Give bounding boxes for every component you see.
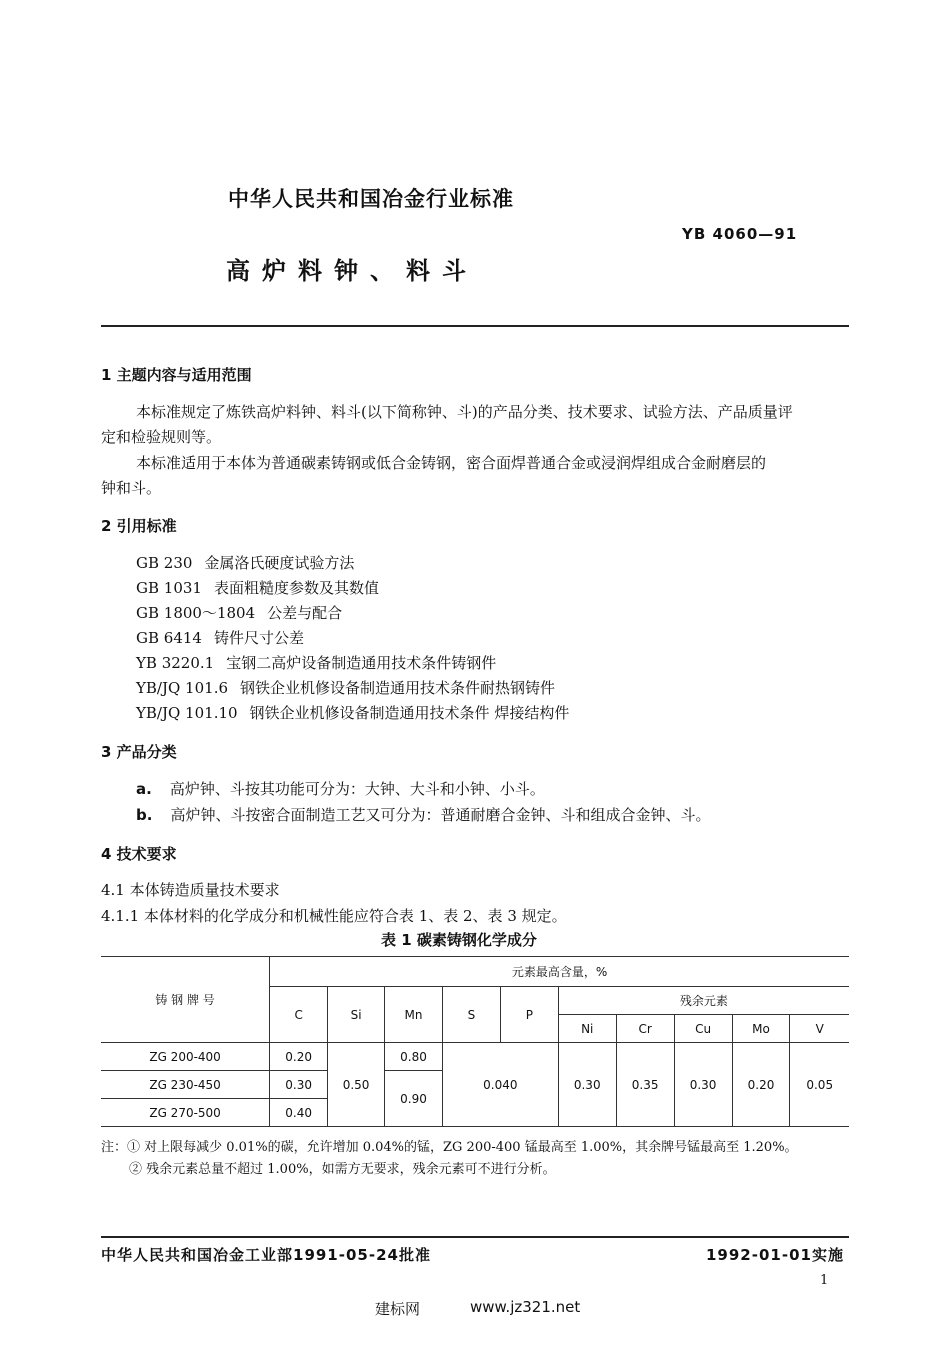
section-3-heading: 3 产品分类 [101, 743, 177, 761]
reference-item [136, 577, 379, 598]
reference-code: GB 230 [136, 554, 193, 572]
carbon-cell: 0.20 [270, 1043, 328, 1071]
table-note-1: 注：① 对上限每减少 0.01%的碳，允许增加 0.04%的锰，ZG 200-400 锰最高至 1.00%，其余牌号锰最高至 1.20%。 [101, 1140, 798, 1155]
residual-value-cell: 0.05 [790, 1043, 849, 1127]
reference-item [136, 602, 342, 623]
residual-element-header-cell: Ni [558, 1015, 616, 1043]
section-2-heading: 2 引用标准 [101, 517, 177, 535]
reference-item [136, 627, 304, 648]
watermark-url[interactable]: www.jz321.net [470, 1298, 581, 1316]
issuing-organization: 中华人民共和国冶金行业标准 [228, 187, 514, 211]
residual-element-header-cell: Cr [616, 1015, 674, 1043]
element-header-cell: P [500, 987, 558, 1043]
effective-date: 1992-01-01实施 [706, 1246, 844, 1264]
max-content-header-cell: 元素最高含量，% [270, 957, 849, 987]
reference-name: 宝钢二高炉设备制造通用技术条件铸钢件 [226, 654, 497, 672]
watermark-site-name: 建标网 [375, 1300, 421, 1318]
item-text: 高炉钟、斗按其功能可分为：大钟、大斗和小钟、小斗。 [169, 780, 545, 798]
reference-code: GB 1031 [136, 579, 202, 597]
silicon-cell: 0.50 [328, 1043, 385, 1127]
table-note-2: ② 残余元素总量不超过 1.00%，如需方无要求，残余元素可不进行分析。 [129, 1162, 556, 1177]
manganese-cell: 0.80 [385, 1043, 443, 1071]
header-divider [101, 325, 849, 327]
residual-element-header-cell: Cu [674, 1015, 732, 1043]
residual-element-header-cell: V [790, 1015, 849, 1043]
section-1-paragraph-1-line-1: 本标准规定了炼铁高炉料钟、料斗(以下简称钟、斗)的产品分类、技术要求、试验方法、产品质量评 [136, 403, 793, 421]
standard-code: YB 4060—91 [682, 225, 798, 243]
carbon-cell: 0.30 [270, 1071, 328, 1099]
reference-code: YB 3220.1 [136, 654, 215, 672]
manganese-cell: 0.90 [385, 1071, 443, 1127]
reference-name: 表面粗糙度参数及其数值 [213, 579, 379, 597]
residual-value-cell: 0.30 [558, 1043, 616, 1127]
reference-code: GB 6414 [136, 629, 202, 647]
residual-header-cell: 残余元素 [558, 987, 849, 1015]
classification-item-a [136, 777, 545, 801]
section-1-paragraph-1-line-2: 定和检验规则等。 [101, 428, 222, 446]
section-1-paragraph-2-line-1: 本标准适用于本体为普通碳素铸钢或低合金铸钢，密合面焊普通合金或浸润焊组成合金耐磨层的 [136, 454, 767, 472]
sulfur-phosphorus-cell: 0.040 [442, 1043, 558, 1127]
carbon-cell: 0.40 [270, 1099, 328, 1127]
table-row [101, 1043, 849, 1071]
grade-cell: ZG 270-500 [101, 1099, 270, 1127]
subsection-4-1-heading: 4.1 本体铸造质量技术要求 [101, 881, 280, 899]
element-header-cell: S [442, 987, 500, 1043]
grade-cell: ZG 200-400 [101, 1043, 270, 1071]
classification-item-b [136, 803, 710, 827]
item-label: a. [136, 780, 152, 798]
chemical-composition-table [101, 956, 849, 1127]
grade-cell: ZG 230-450 [101, 1071, 270, 1099]
reference-code: YB/JQ 101.10 [136, 704, 238, 722]
section-4-heading: 4 技术要求 [101, 845, 177, 863]
reference-code: GB 1800～1804 [136, 604, 256, 622]
element-header-cell: Si [328, 987, 385, 1043]
element-header-cell: C [270, 987, 328, 1043]
section-1-heading: 1 主题内容与适用范围 [101, 366, 252, 384]
reference-name: 公差与配合 [267, 604, 343, 622]
reference-item [136, 702, 569, 723]
reference-item [136, 677, 555, 698]
element-header-cell: Mn [385, 987, 443, 1043]
residual-element-header-cell: Mo [732, 1015, 790, 1043]
item-label: b. [136, 806, 153, 824]
reference-item [136, 552, 354, 573]
reference-name: 铸件尺寸公差 [213, 629, 304, 647]
reference-name: 钢铁企业机修设备制造通用技术条件耐热钢铸件 [240, 679, 556, 697]
table-caption: 表 1 碳素铸钢化学成分 [381, 931, 537, 949]
footer-divider [101, 1236, 849, 1238]
reference-code: YB/JQ 101.6 [136, 679, 228, 697]
grade-header-cell: 铸 钢 牌 号 [101, 957, 270, 1043]
approval-statement: 中华人民共和国冶金工业部1991-05-24批准 [101, 1246, 431, 1264]
residual-value-cell: 0.20 [732, 1043, 790, 1127]
residual-value-cell: 0.35 [616, 1043, 674, 1127]
item-text: 高炉钟、斗按密合面制造工艺又可分为：普通耐磨合金钟、斗和组成合金钟、斗。 [170, 806, 711, 824]
subsection-4-1-1-text: 4.1.1 本体材料的化学成分和机械性能应符合表 1、表 2、表 3 规定。 [101, 907, 567, 925]
reference-name: 钢铁企业机修设备制造通用技术条件 焊接结构件 [249, 704, 570, 722]
reference-name: 金属洛氏硬度试验方法 [204, 554, 355, 572]
page-number: 1 [820, 1273, 829, 1288]
section-1-paragraph-2-line-2: 钟和斗。 [101, 479, 162, 497]
residual-value-cell: 0.30 [674, 1043, 732, 1127]
reference-item [136, 652, 496, 673]
document-title: 高炉料钟、料斗 [226, 257, 478, 285]
